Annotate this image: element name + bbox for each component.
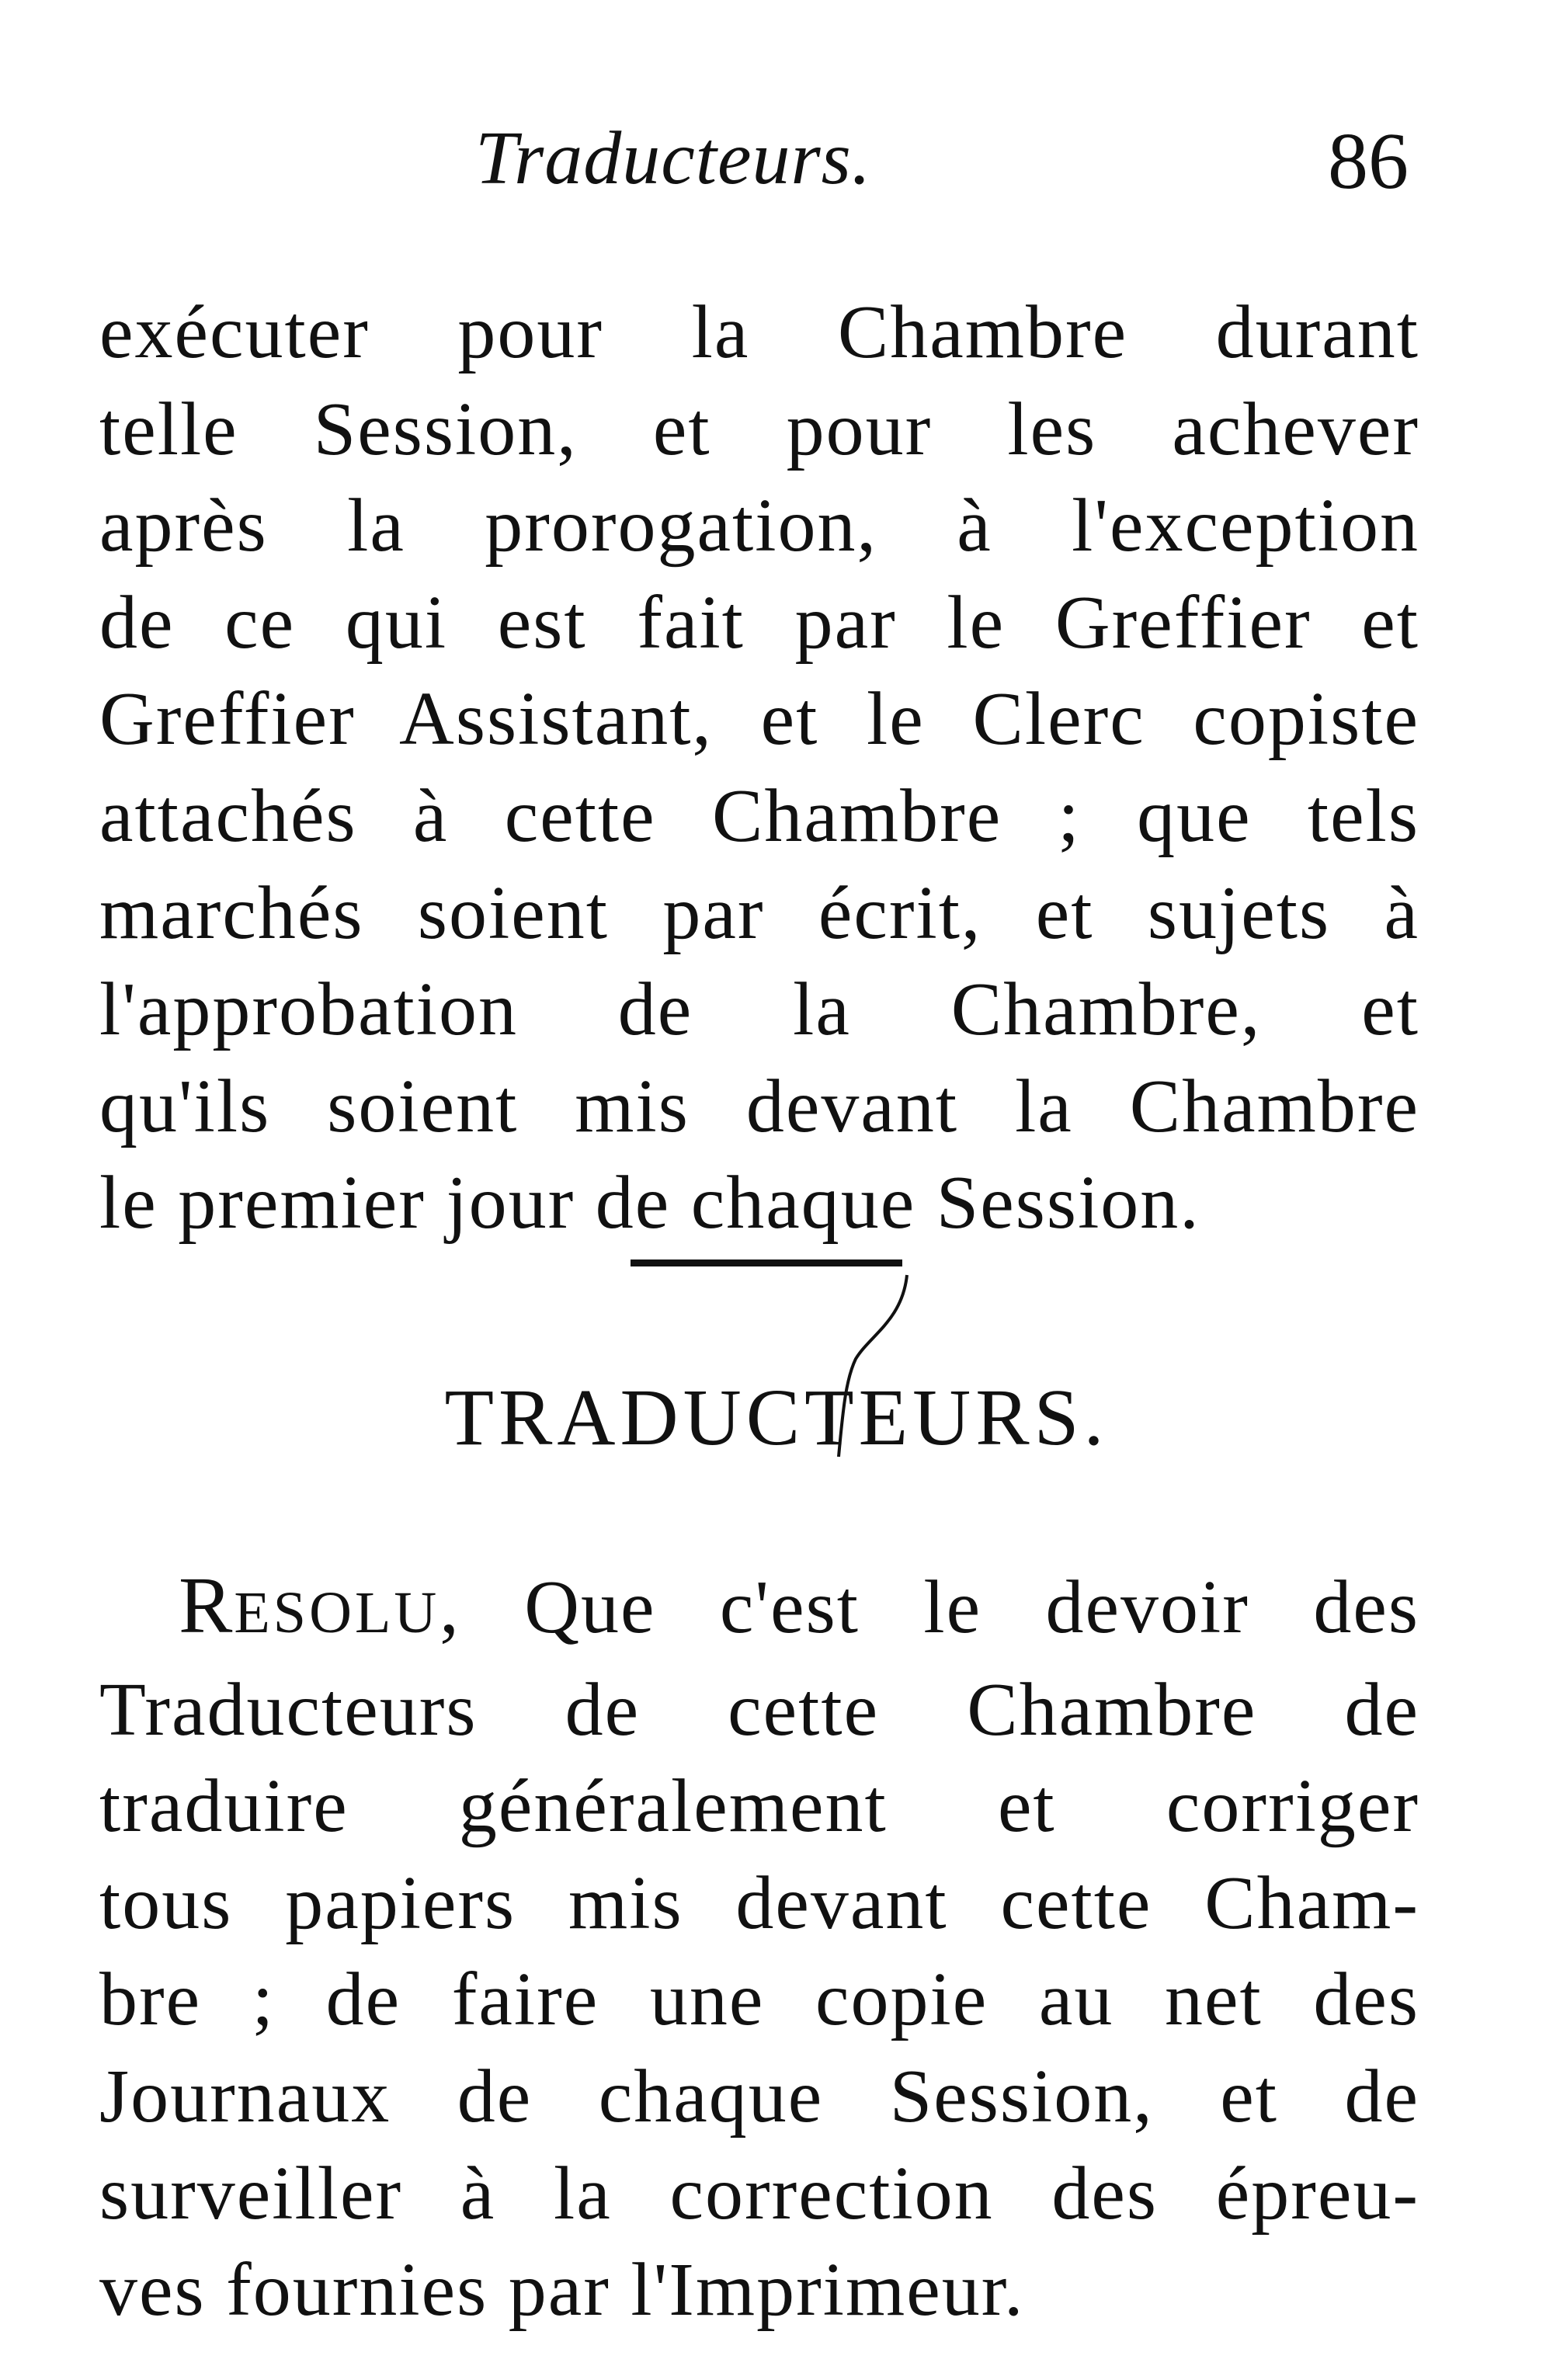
text-line: telle Session, et pour les achever bbox=[99, 387, 1419, 471]
text-line: qu'ils soient mis devant la Chambre bbox=[99, 1064, 1419, 1148]
text-line: Journaux de chaque Session, et de bbox=[99, 2054, 1419, 2139]
text-line: surveiller à la correction des épreu- bbox=[99, 2151, 1419, 2236]
text-line-first bbox=[99, 1558, 1419, 1662]
text-line: l'approbation de la Chambre, et bbox=[99, 968, 1419, 1052]
lead-smallcaps: ESOLU bbox=[234, 1580, 440, 1645]
text-line: ves fournies par l'Imprimeur. bbox=[99, 2248, 1025, 2333]
text-line: le premier jour de chaque Session. bbox=[99, 1161, 1200, 1246]
text-line: après la prorogation, à l'exception bbox=[99, 484, 1419, 568]
paragraph-resolution bbox=[99, 1558, 1419, 2339]
paragraph-continued bbox=[99, 284, 1419, 1252]
text-line: bre ; de faire une copie au net des bbox=[99, 1958, 1419, 2042]
page-number: 86 bbox=[1328, 116, 1409, 206]
lead-capital: R bbox=[179, 1561, 235, 1650]
section-heading: TRADUCTEURS. bbox=[444, 1373, 1109, 1462]
text-line: traduire généralement et corriger bbox=[99, 1764, 1419, 1849]
text-line: Traducteurs de cette Chambre de bbox=[99, 1667, 1419, 1752]
text-line: marchés soient par écrit, et sujets à bbox=[99, 870, 1419, 955]
section-rule bbox=[631, 1259, 902, 1266]
text-line: attachés à cette Chambre ; que tels bbox=[99, 773, 1419, 858]
text-line: de ce qui est fait par le Greffier et bbox=[99, 580, 1419, 665]
running-title: Traducteurs. bbox=[475, 116, 872, 200]
text-line: exécuter pour la Chambre durant bbox=[99, 290, 1419, 374]
first-line-text: , Que c'est le devoir des bbox=[439, 1565, 1419, 1649]
text-line: Greffier Assistant, et le Clerc copiste bbox=[99, 677, 1419, 762]
text-line: tous papiers mis devant cette Cham- bbox=[99, 1861, 1419, 1945]
running-head bbox=[0, 115, 1553, 206]
